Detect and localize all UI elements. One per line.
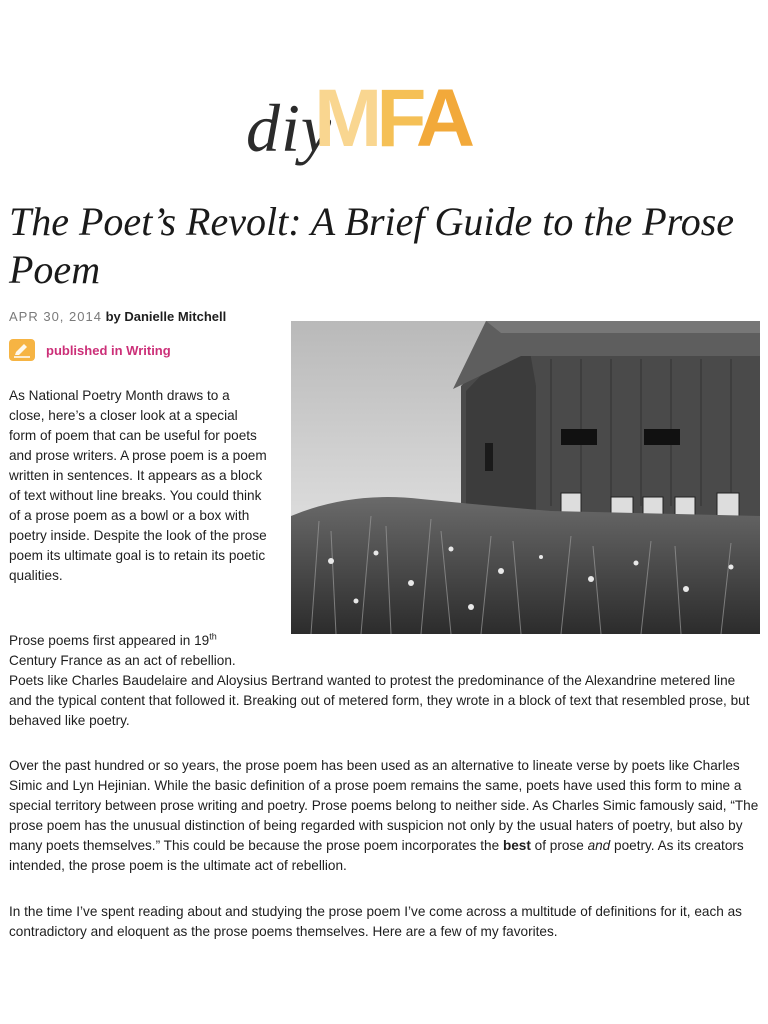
paragraph-intro: As National Poetry Month draws to a close, here’s a closer look at a special form of poem that can be useful for poets and prose writers. A prose poem is a poem written in sentences. It appears as a block of text without line breaks. You could think of a prose poem as a bowl or a box with poetry inside. Despite the look of the prose poem its ultimate goal is to retain its poetic qualities. — [9, 388, 267, 583]
pencil-icon — [9, 339, 35, 361]
paragraph-modern: Over the past hundred or so years, the prose poem has been used as an alternative to lineate verse by poets like Charles Simic and Lyn Hejinian. While the basic definition of a prose poem remains the same, poets have used this form to mine a special territory between prose writing and poetry. Prose poems belong to neither side. As Charles Simic famously said, “The prose poem has the unusual distinction of being regarded with suspicion not only by the usual haters of poetry, but also by many poets themselves.” This could be because the prose poem incorporates the best of prose and poetry. As its creators intended, the prose poem is the ultimate act of rebellion. — [9, 758, 759, 873]
article-photo — [291, 321, 760, 634]
category-link[interactable]: published in Writing — [46, 342, 171, 358]
logo-mfa-text: MFA — [314, 73, 470, 164]
article-meta — [9, 308, 226, 326]
publish-date: APR 30, 2014 — [9, 309, 102, 324]
logo-diy-text: diy — [246, 90, 333, 166]
site-logo[interactable] — [246, 73, 516, 170]
category-row — [9, 338, 171, 362]
paragraph-history-start: Prose poems first appeared in 19th Century France as an act of rebellion. — [9, 631, 236, 668]
paragraph-history: Poets like Charles Baudelaire and Aloysius Bertrand wanted to protest the predominance of the Alexandrine metered line and the typical content that followed it. Breaking out of metered form, they wrote in a block of text that resembled prose, but behaved like poetry. — [9, 673, 750, 728]
article-title: The Poet’s Revolt: A Brief Guide to the Prose Poem — [9, 199, 735, 292]
author-byline[interactable]: by Danielle Mitchell — [105, 309, 227, 324]
paragraph-definitions: In the time I’ve spent reading about and studying the prose poem I’ve come across a multitude of definitions for it, each as contradictory and eloquent as the prose poems themselves. Here are a few of my favorites. — [9, 904, 742, 939]
